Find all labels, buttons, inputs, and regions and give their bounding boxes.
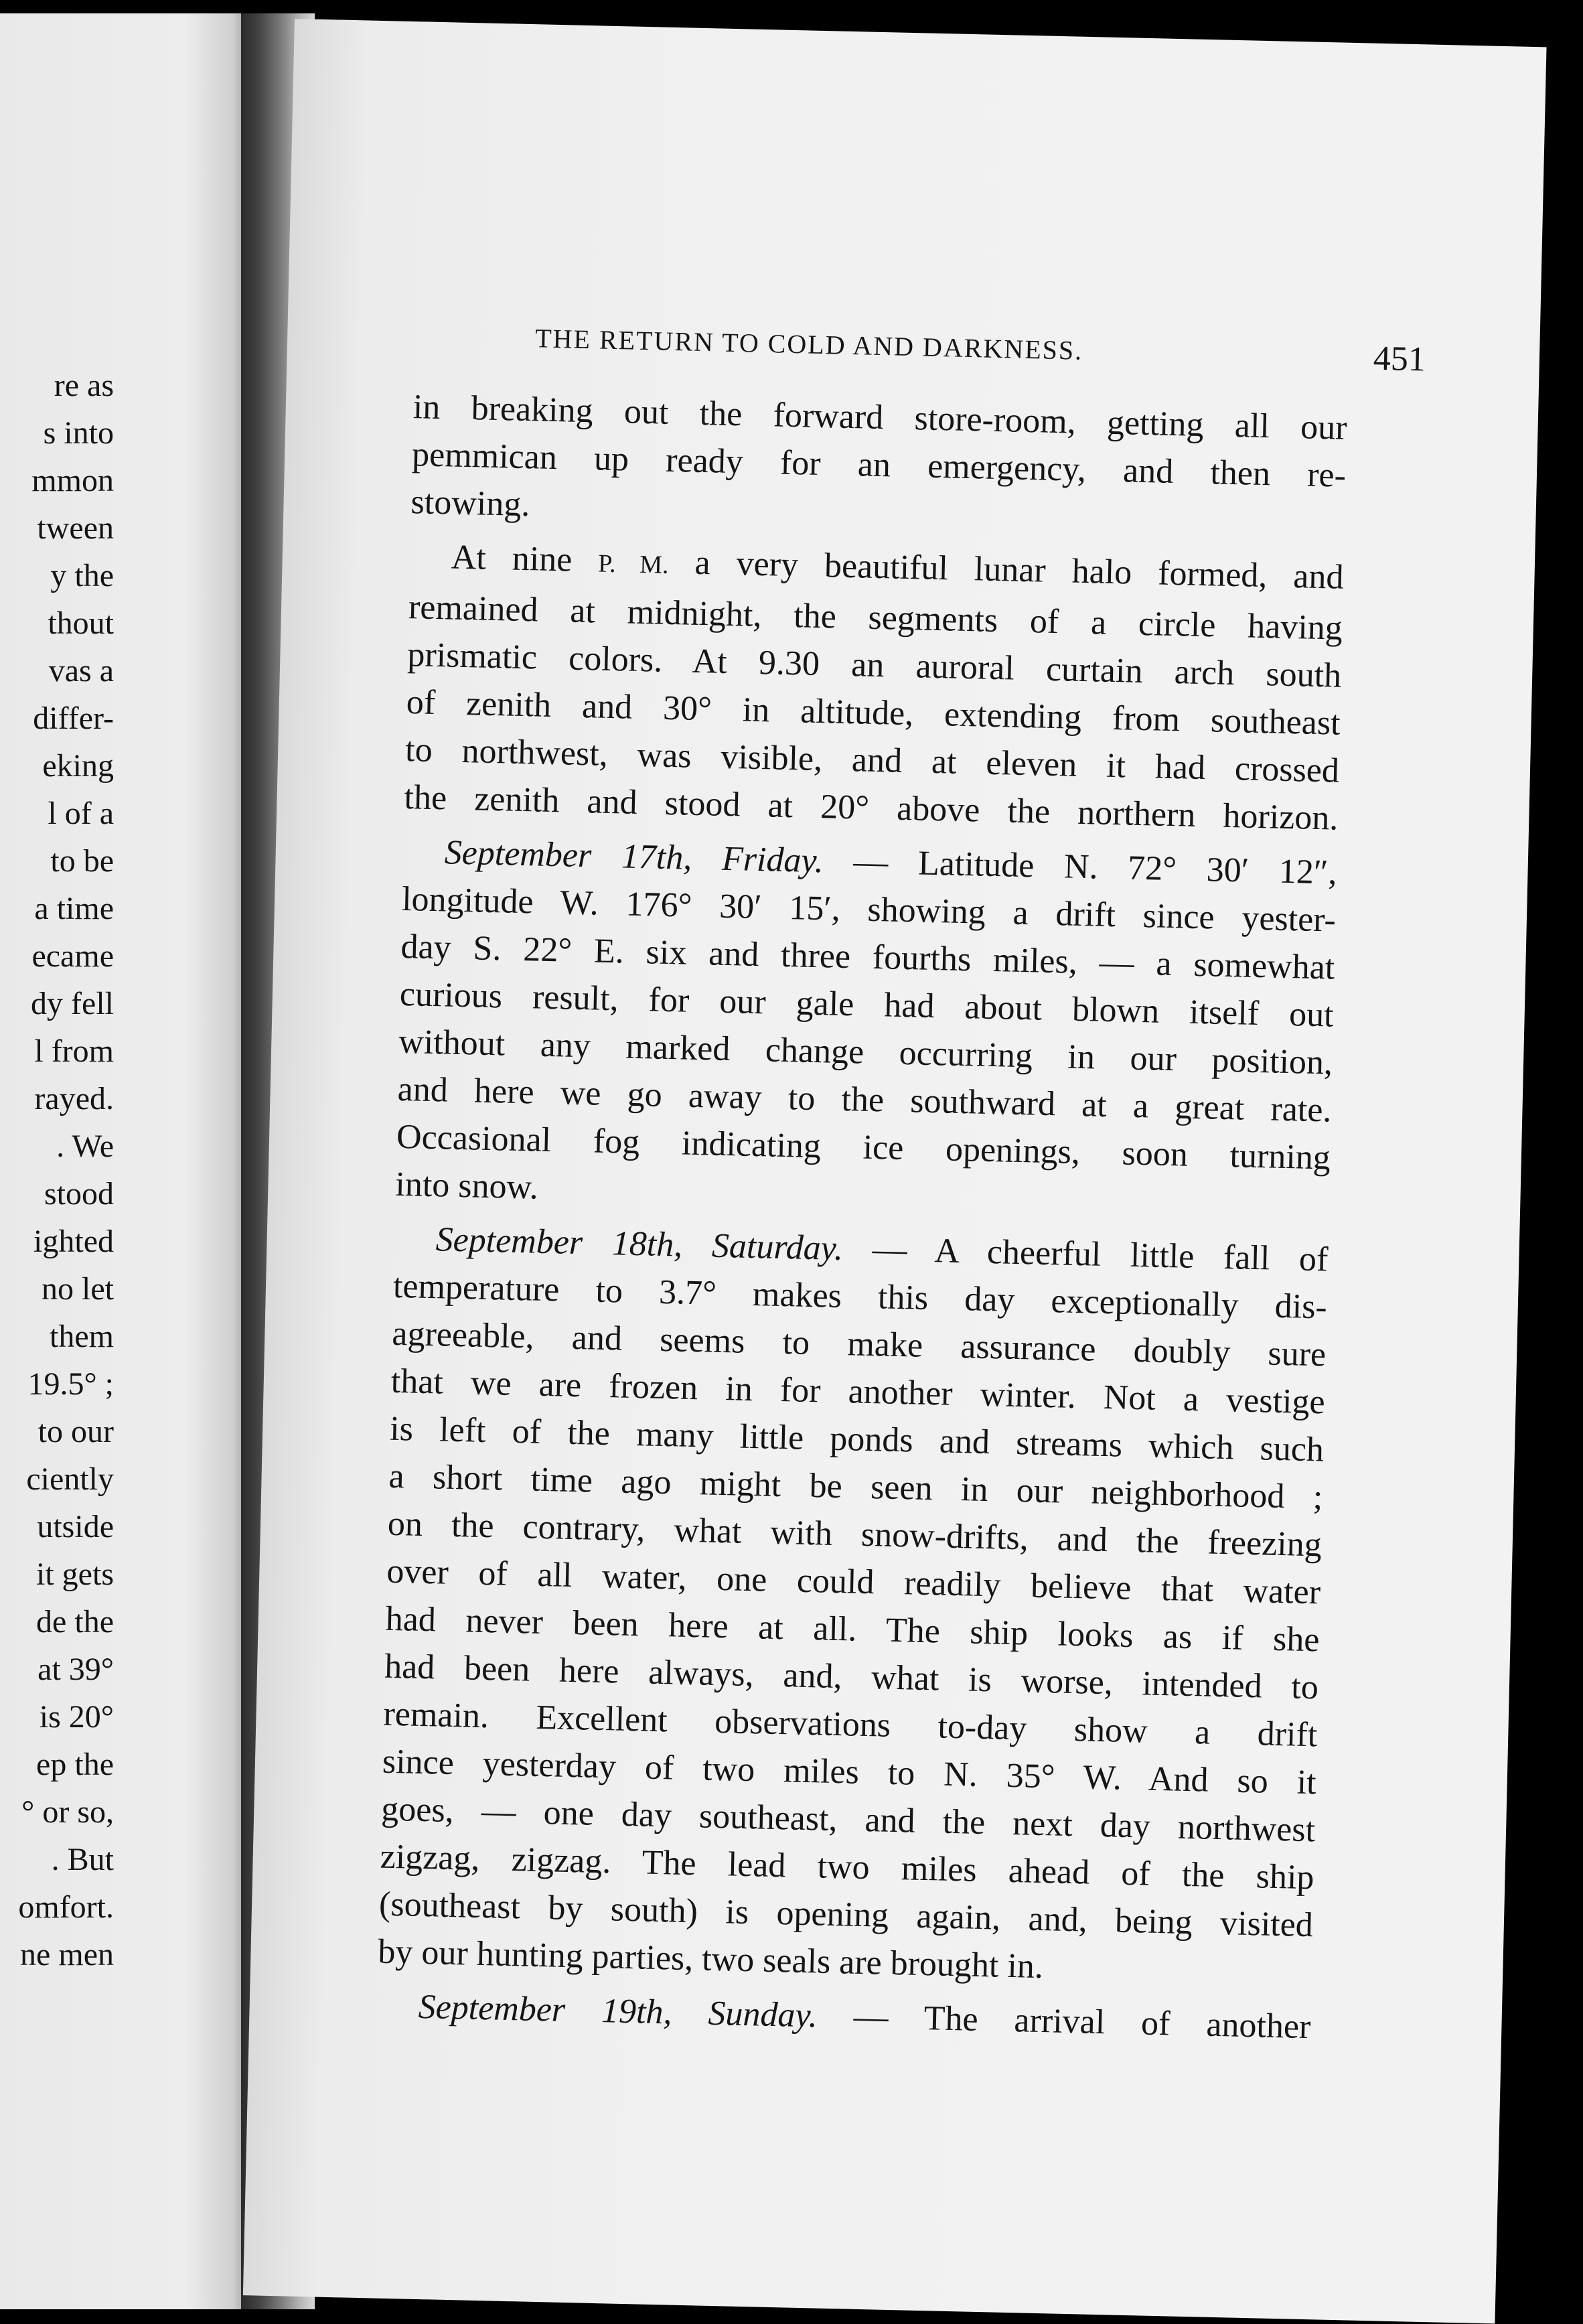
left-page-line: 19.5° ; [27,1366,114,1402]
left-page-line: re as [54,368,114,403]
line-text: that we are frozen in for another winter. Not a vestige [390,1362,1326,1422]
left-page-line: de the [36,1604,114,1640]
page-number: 451 [1373,339,1426,379]
line-text: Occasional fog indicating ice openings, soon turning [396,1117,1331,1177]
left-page-line: dy fell [31,986,114,1021]
line-text: without any marked change occurring in our position, [398,1022,1333,1082]
left-page-line: l from [34,1033,114,1069]
date-heading: September 19th, Sunday. [418,1987,818,2035]
left-page-line: ne men [20,1937,114,1972]
line-text: agreeable, and seems to make assurance doubly sure [391,1314,1327,1374]
line-text: a short time ago might be seen in our neighborhood ; [388,1457,1323,1517]
left-page-line: ciently [26,1461,114,1497]
left-page-line: differ- [33,701,114,736]
left-page-line: them [50,1319,114,1354]
left-page-line: ecame [31,938,114,974]
left-page-line: stood [44,1176,114,1212]
line-text: — The arrival of another [817,1996,1311,2047]
date-heading: September 18th, Saturday. [435,1220,844,1268]
left-page-line: ep the [36,1747,114,1782]
left-page-line: eking [42,748,114,784]
running-head: THE RETURN TO COLD AND DARKNESS. [534,323,1083,366]
body-text [376,383,1347,2051]
line-text: over of all water, one could readily believe that water [386,1552,1321,1612]
line-text: curious result, for our gale had about blown itself out [399,974,1335,1035]
left-page-line: s into [43,415,114,451]
left-page-line: omfort. [18,1889,114,1925]
line-text: a very beautiful lunar halo formed, and [668,542,1345,597]
line-text: temperature to 3.7° makes this day exceptionally dis- [392,1266,1328,1327]
line-text: had been here always, and, what is worse, intended to [384,1647,1319,1707]
left-page-line: . We [56,1129,114,1164]
line-text: by our hunting parties, two seals are brought in. [377,1932,1044,1986]
left-page-line: tween [37,510,114,546]
left-page-line: ighted [33,1224,114,1259]
line-text: remain. Excellent observations to-day show a drift [382,1694,1318,1755]
line-text: prismatic colors. At 9.30 an auroral curtain arch south [406,636,1342,695]
line-text: day S. 22° E. six and three fourths miles, — a somewhat [400,927,1335,987]
line-text: pemmican up ready for an emergency, and then re- [411,435,1347,495]
left-page-line: thout [48,605,114,641]
left-page-line: y the [50,558,114,593]
line-text: and here we go away to the southward at a great rate. [397,1070,1333,1130]
left-page-line: it gets [36,1556,114,1592]
left-page-line: . But [51,1842,114,1877]
left-page-text [0,362,114,1978]
left-page-line: a time [34,891,114,926]
line-text: — Latitude N. 72° 30′ 12″, [823,842,1338,892]
line-text: goes, — one day southeast, and the next day northwest [380,1790,1316,1850]
page-header [534,322,1426,389]
left-page-line: to be [50,843,114,879]
line-text: in breaking out the forward store-room, getting all our [412,388,1348,447]
right-page [243,19,1547,2324]
line-text: is left of the many little ponds and streams which such [389,1409,1325,1469]
left-page-line: rayed. [34,1081,114,1116]
line-text: (southeast by south) is opening again, and, being visited [378,1885,1314,1945]
left-page-line: at 39° [37,1652,114,1687]
left-page [0,13,265,2309]
line-text: the zenith and stood at 20° above the northern horizon. [404,778,1339,838]
line-text: since yesterday of two miles to N. 35° W. And so it [382,1742,1317,1802]
left-page-line: no let [42,1271,114,1307]
line-text: into snow. [394,1165,539,1207]
line-text: to northwest, was visible, and at eleven it had crossed [404,731,1340,790]
line-text: on the contrary, what with snow-drifts, and the freezing [387,1504,1323,1565]
left-page-line: utside [37,1509,114,1544]
small-caps-time: P. M. [597,549,669,579]
line-text: of zenith and 30° in altitude, extending from southeast [406,683,1341,743]
line-text: — A cheerful little fall of [842,1230,1329,1279]
left-page-line: vas a [48,653,114,688]
left-page-line: l of a [48,796,114,831]
line-text: remained at midnight, the segments of a circle having [408,588,1343,648]
line-text: stowing. [410,483,530,524]
line-prefix: At nine [451,538,599,580]
line-text: had never been here at all. The ship looks as if she [385,1599,1321,1660]
left-page-line: is 20° [39,1699,114,1735]
left-page-line: ° or so, [21,1794,114,1830]
line-text: longitude W. 176° 30′ 15′, showing a drift since yester- [401,879,1337,940]
left-page-line: to our [37,1414,114,1449]
date-heading: September 17th, Friday. [444,833,824,881]
left-page-line: mmon [31,463,114,498]
line-text: zigzag, zigzag. The lead two miles ahead of the ship [380,1837,1315,1897]
